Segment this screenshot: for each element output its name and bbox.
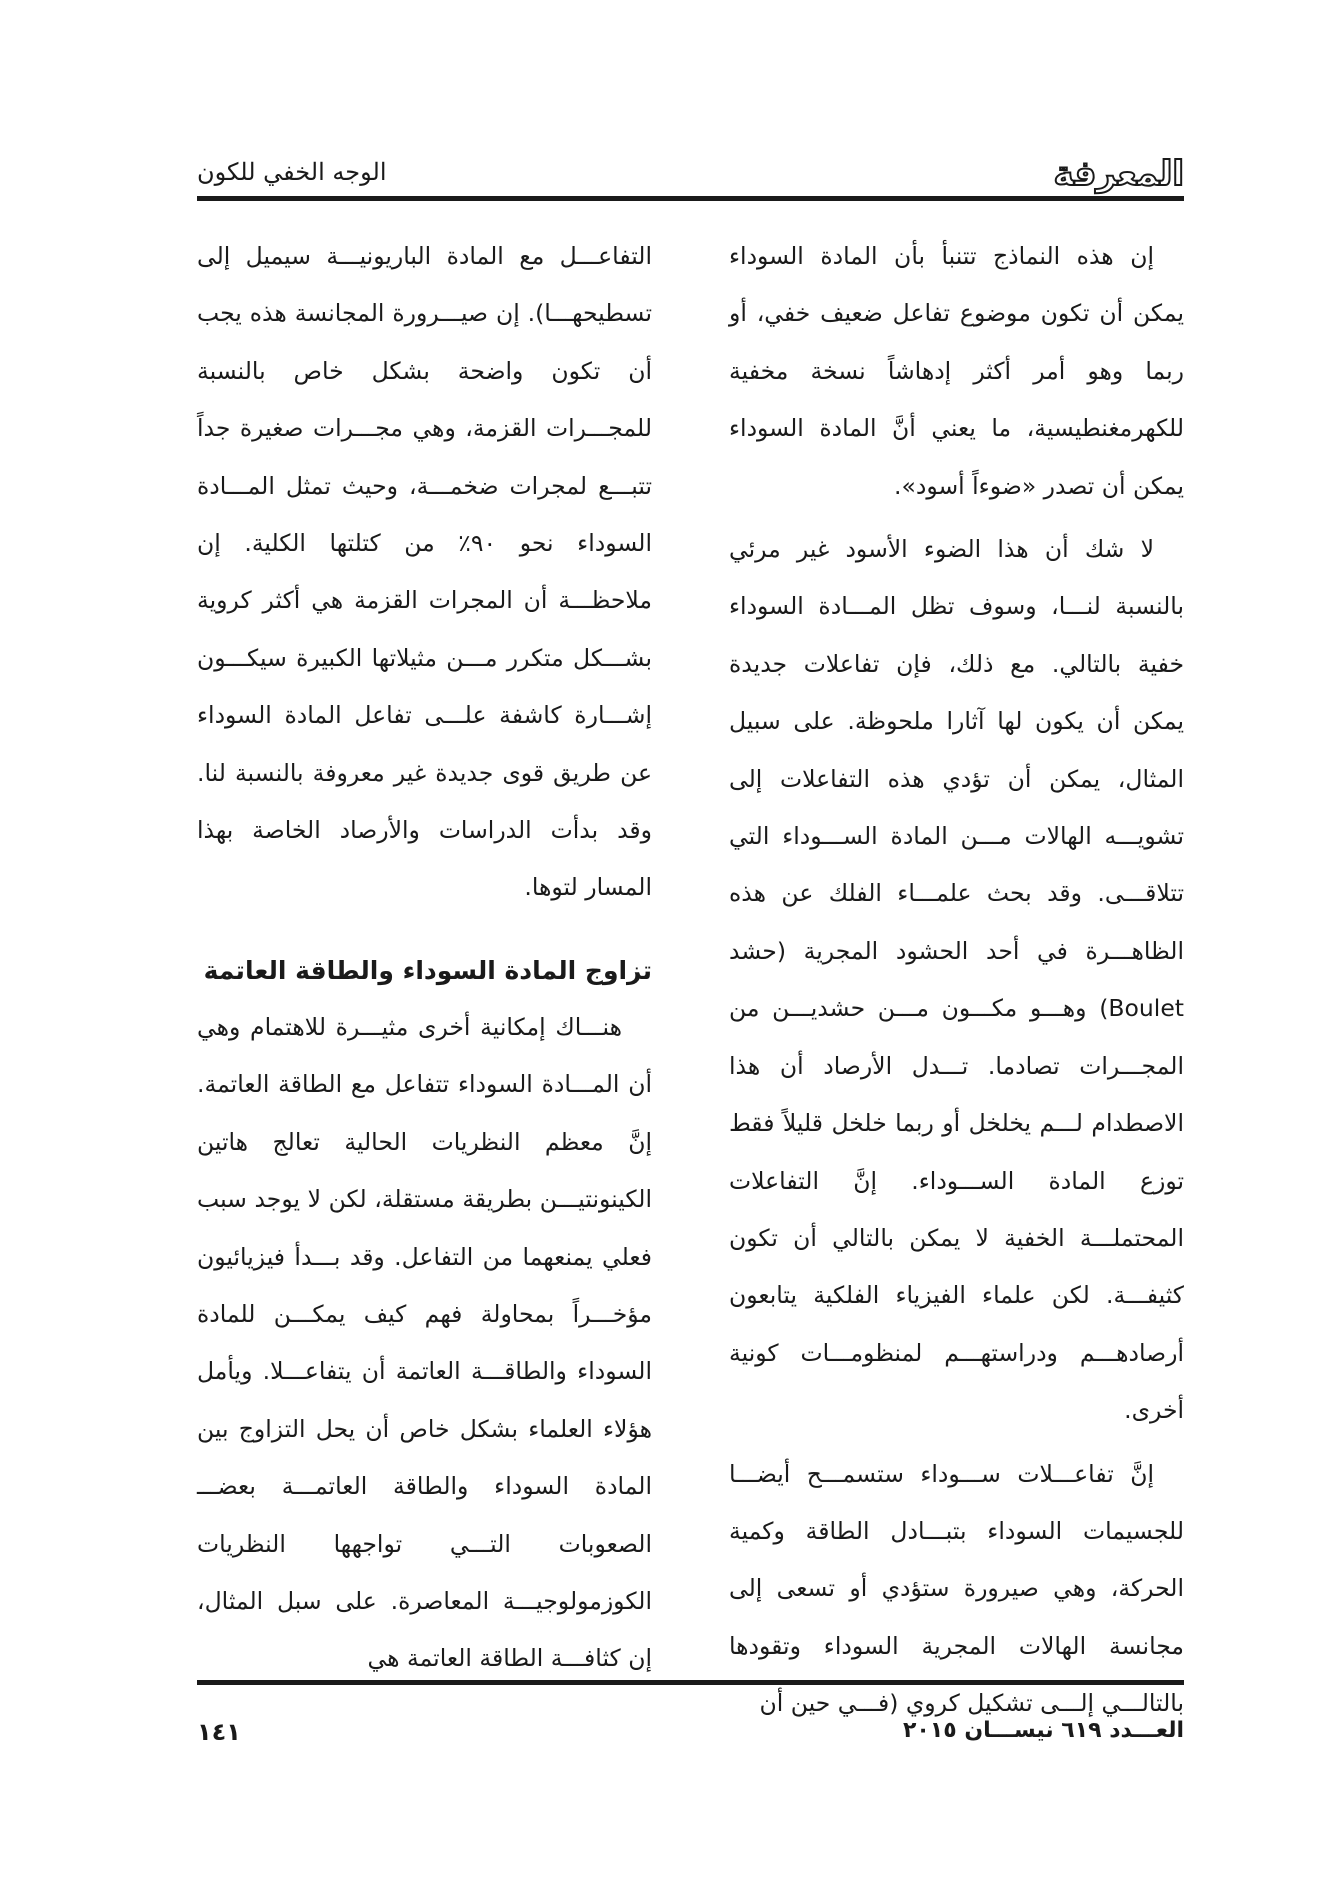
page-header (197, 150, 1184, 196)
body-paragraph: لا شك أن هذا الضوء الأسود غير مرئي بالنسبة لنـــا، وسوف تظل المـــادة السوداء خفية بالتالي. مع ذلك، فإن تفاعلات جديدة يمكن أن يكون لها آثارا ملحوظة. على سبيل المثال، يمكن أن تؤدي هذه التفاعلات إلى تشويـــه الهالات مـــن المادة الســـوداء التي تتلاقـــى. وقد بحث علمـــاء الفلك عن هذه الظاهـــرة في أحد الحشود المجرية (حشد Boulet) وهـــو مكـــون مـــن حشديـــن من المجـــرات تصادما. تـــدل الأرصاد أن هذا الاصطدام لـــم يخلخل أو ربما خلخل قليلاً فقط توزع المادة الســـوداء. إنَّ التفاعلات المحتملـــة الخفية لا يمكن بالتالي أن تكون كثيفـــة. لكن علماء الفيزياء الفلكية يتابعون أرصادهـــم ودراستهـــم لمنظومـــات كونية أخرى. (729, 535, 1184, 1425)
body-paragraph: إنَّ تفاعـــلات ســـوداء ستسمـــح أيضـــا للجسيمات السوداء بتبـــادل الطاقة وكمية الحركة، وهي صيرورة ستؤدي أو تسعى إلى مجانسة الهالات المجرية السوداء وتقودها بالتالـــي إلـــى تشكيل كروي (فـــي حين أن (729, 1459, 1184, 1718)
running-title: الوجه الخفي للكون (197, 158, 387, 186)
body-paragraph-continued: التفاعـــل مع المادة الباريونيـــة سيميل إلى تسطيحهـــا). إن صيـــرورة المجانسة هذه يجب أن تكون واضحة بشكل خاص بالنسبة للمجـــرات القزمة، وهي مجـــرات صغيرة جداً تتبـــع لمجرات ضخمـــة، وحيث تمثل المـــادة السوداء نحو ٩٠٪ من كتلتها الكلية. إن ملاحظـــة أن المجرات القزمة هي أكثر كروية بشـــكل متكرر مـــن مثيلاتها الكبيرة سيكـــون إشـــارة كاشفة علـــى تفاعل المادة السوداء عن طريق قوى جديدة غير معروفة بالنسبة لنا. وقد بدأت الدراسات والأرصاد الخاصة بهذا المسار لتوها. (197, 242, 652, 902)
footer-rule (197, 1680, 1184, 1685)
body-paragraph: هنـــاك إمكانية أخرى مثيـــرة للاهتمام وهي أن المـــادة السوداء تتفاعل مع الطاقة العاتمة. إنَّ معظم النظريات الحالية تعالج هاتين الكينونتيـــن بطريقة مستقلة، لكن لا يوجد سبب فعلي يمنعهما من التفاعل. وقد بـــدأ فيزيائيون مؤخـــراً بمحاولة فهم كيف يمكـــن للمادة السوداء والطاقـــة العاتمة أن يتفاعـــلا. ويأمل هؤلاء العلماء بشكل خاص أن يحل التزاوج بين المادة السوداء والطاقة العاتمـــة بعضـــ الصعوبات التـــي تواجهها النظريات الكوزمولوجيـــة المعاصرة. على سبل المثال، إن كثافـــة الطاقة العاتمة هي (197, 1012, 652, 1673)
page-number: ١٤١ (197, 1718, 241, 1746)
page-footer (197, 1718, 1184, 1758)
magazine-logo: المعرفة (1053, 154, 1184, 194)
body-paragraph: إن هذه النماذج تتنبأ بأن المادة السوداء يمكن أن تكون موضوع تفاعل ضعيف خفي، أو ربما وهو أمر أكثر إدهاشاً نسخة مخفية للكهرمغنطيسية، ما يعني أنَّ المادة السوداء يمكن أن تصدر «ضوءاً أسود». (729, 242, 1184, 500)
header-rule (197, 196, 1184, 201)
right-column (729, 228, 1184, 1733)
section-heading: تزاوج المادة السوداء والطاقة العاتمة (203, 955, 652, 985)
issue-info: العـــدد ٦١٩ نيســـان ٢٠١٥ (903, 1718, 1184, 1743)
left-column (197, 228, 652, 1688)
